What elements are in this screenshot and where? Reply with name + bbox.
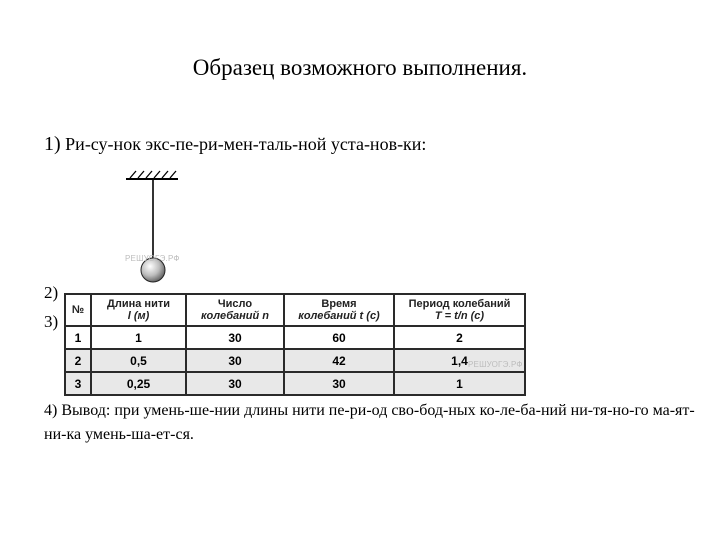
item-1-number: 1) [44, 133, 61, 155]
cell-count: 30 [186, 372, 284, 395]
table-header-row [65, 294, 525, 326]
cell-time: 30 [284, 372, 394, 395]
watermark: РЕШУОГЭ.РФ [468, 360, 523, 369]
cell-time: 60 [284, 326, 394, 349]
item-1-text: Ри-су-нок экс-пе-ри-мен-таль-ной уста-нов-ки: [65, 134, 427, 154]
cell-number: 1 [65, 326, 91, 349]
item-2-number: 2) [44, 283, 59, 302]
cell-length: 1 [91, 326, 186, 349]
table-row [65, 326, 525, 349]
conclusion-text: 4) Вывод: при умень-ше-нии длины нити пе-ри-од сво-бод-ных ко-ле-ба-ний ни-тя-но-го ма-ят-ни-ка умень-ша-ет-ся. [44, 402, 695, 443]
item-3-number: 3) [44, 312, 59, 331]
cell-count: 30 [186, 349, 284, 372]
cell-period: 1 [394, 372, 525, 395]
cell-length: 0,5 [91, 349, 186, 372]
header-number: № [65, 294, 91, 326]
cell-number: 2 [65, 349, 91, 372]
watermark: РЕШУОГЭ.РФ [125, 254, 180, 263]
page-title: Образец возможного выполнения. [192, 55, 528, 80]
header-length: Длина нити l (м) [91, 294, 186, 326]
cell-period: 2 [394, 326, 525, 349]
header-period: Период колебаний T = t/n (c) [394, 294, 525, 326]
ceiling-support [126, 171, 178, 179]
cell-time: 42 [284, 349, 394, 372]
header-time: Время колебаний t (c) [284, 294, 394, 326]
table-row [65, 372, 525, 395]
header-count: Число колебаний n [186, 294, 284, 326]
cell-period: 1,4 [394, 349, 525, 372]
cell-length: 0,25 [91, 372, 186, 395]
cell-number: 3 [65, 372, 91, 395]
results-table [64, 293, 526, 396]
pendulum-figure [120, 166, 190, 286]
item-1 [44, 133, 426, 156]
table-row [65, 349, 525, 372]
cell-count: 30 [186, 326, 284, 349]
